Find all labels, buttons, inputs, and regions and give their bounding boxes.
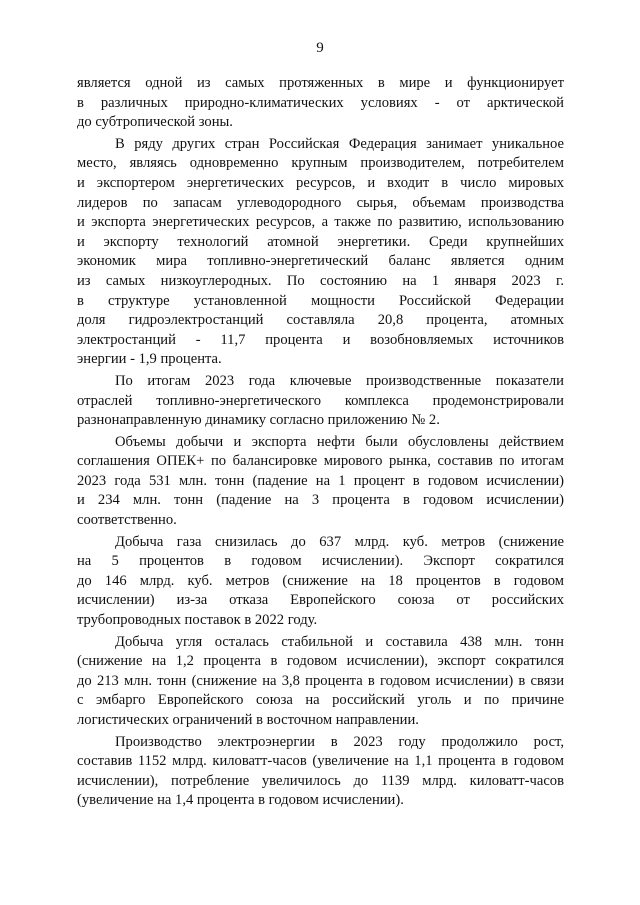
paragraph — [77, 372, 564, 431]
text-line: экономик мира топливно-энергетический баланс является одним — [77, 253, 564, 270]
text-line: Объемы добычи и экспорта нефти были обусловлены действием — [115, 433, 564, 450]
text-line: 2023 года 531 млн. тонн (падение на 1 процент в годовом исчислении) — [77, 472, 564, 489]
text-line: энергии - 1,9 процента. — [77, 351, 222, 368]
text-line: По итогам 2023 года ключевые производственные показатели — [115, 372, 564, 389]
text-line: (увеличение на 1,4 процента в годовом исчислении). — [77, 792, 404, 809]
paragraph — [77, 733, 564, 811]
page-number: 9 — [316, 40, 324, 56]
text-line: до 146 млрд. куб. метров (снижение на 18 процентов в годовом — [77, 572, 564, 589]
text-line: на 5 процентов в годовом исчислении). Экспорт сократился — [77, 553, 564, 570]
text-line: до субтропической зоны. — [77, 114, 233, 131]
text-line: доля гидроэлектростанций составляла 20,8 процента, атомных — [77, 312, 564, 329]
text-line: место, являясь одновременно крупным производителем, потребителем — [77, 155, 564, 172]
text-line: и экспортером энергетических ресурсов, и входит в число мировых — [77, 174, 564, 191]
text-line: (снижение на 1,2 процента в годовом исчислении), экспорт сократился — [77, 653, 564, 670]
text-line: исчислении) из-за отказа Европейского союза от российских — [77, 592, 564, 609]
text-line: В ряду других стран Российская Федерация занимает уникальное — [115, 135, 564, 152]
text-line: является одной из самых протяженных в мире и функционирует — [77, 75, 564, 91]
text-line: в структуре установленной мощности Российской Федерации — [77, 292, 564, 309]
paragraph — [77, 533, 564, 631]
text-line: трубопроводных поставок в 2022 году. — [77, 612, 318, 629]
text-line: электростанций - 11,7 процента и возобновляемых источников — [77, 331, 564, 348]
text-line: Добыча газа снизилась до 637 млрд. куб. метров (снижение — [115, 533, 564, 550]
text-line: Производство электроэнергии в 2023 году продолжило рост, — [115, 733, 564, 750]
text-line: Добыча угля осталась стабильной и составила 438 млн. тонн — [115, 633, 564, 650]
paragraph — [77, 74, 564, 133]
paragraph — [77, 135, 564, 370]
text-line: соглашения ОПЕК+ по балансировке мирового рынка, составив по итогам — [77, 453, 564, 470]
text-line: до 213 млн. тонн (снижение на 3,8 процента в годовом исчислении) в связи — [77, 672, 564, 689]
text-line: и экспорту технологий атомной энергетики. Среди крупнейших — [77, 233, 564, 250]
text-line: отраслей топливно-энергетического комплекса продемонстрировали — [77, 392, 564, 409]
text-line: разнонаправленную динамику согласно приложению № 2. — [77, 412, 440, 429]
text-line: в различных природно-климатических условиях - от арктической — [77, 94, 564, 111]
text-line: лидеров по запасам углеводородного сырья, объемам производства — [77, 194, 564, 211]
text-line: исчислении), потребление увеличилось до 1139 млрд. киловатт-часов — [77, 772, 564, 789]
text-line: с эмбарго Европейского союза на российский уголь и по причине — [77, 692, 564, 709]
paragraph — [77, 433, 564, 531]
text-line: составив 1152 млрд. киловатт-часов (увеличение на 1,1 процента в годовом — [77, 753, 564, 770]
paragraph — [77, 633, 564, 731]
text-line: логистических ограничений в восточном направлении. — [77, 712, 419, 728]
text-line: соответственно. — [77, 512, 177, 529]
text-line: и экспорта энергетических ресурсов, а также по развитию, использованию — [77, 214, 564, 231]
document-body — [77, 74, 564, 811]
text-line: и 234 млн. тонн (падение на 3 процента в годовом исчислении) — [77, 492, 564, 509]
text-line: из самых низкоуглеродных. По состоянию на 1 января 2023 г. — [77, 272, 564, 289]
